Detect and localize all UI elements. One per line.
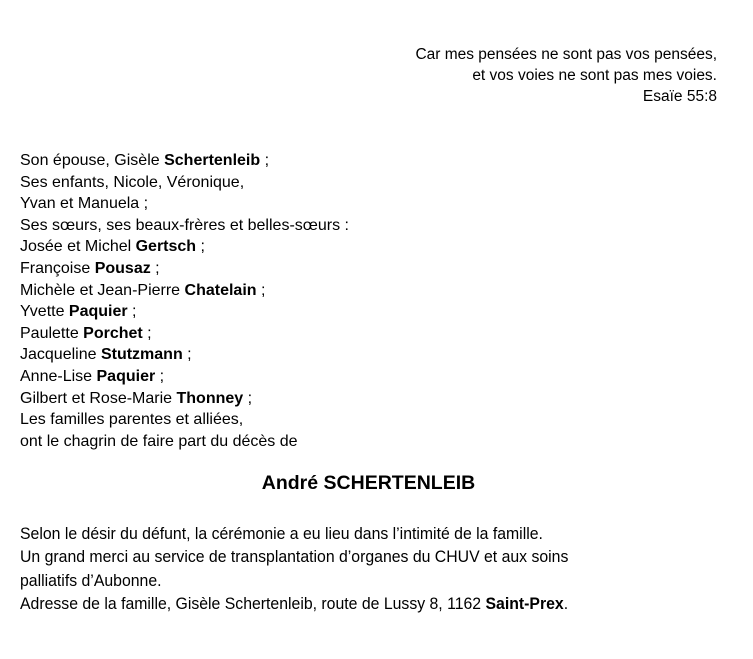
closing-line-punct: . bbox=[563, 593, 569, 613]
quote-line-2: et vos voies ne sont pas mes voies. bbox=[472, 67, 717, 84]
closing-line-text: Adresse de la famille, Gisèle Schertenleib, route de Lussy 8, 1162 bbox=[20, 593, 486, 613]
surname-bold: Schertenleib bbox=[164, 152, 261, 169]
surname-bold: Porchet bbox=[83, 324, 143, 342]
closing-line bbox=[20, 569, 568, 592]
surname-bold: Paquier bbox=[68, 303, 128, 321]
closing-paragraph bbox=[20, 522, 610, 615]
family-line bbox=[20, 366, 349, 388]
closing-bold: Saint-Prex bbox=[485, 593, 564, 613]
family-line-punct: ; bbox=[260, 152, 270, 169]
closing-line-text: Selon le désir du défunt, la cérémonie a eu lieu dans l’intimité de la famille. bbox=[20, 524, 543, 543]
family-line-text: Jacqueline bbox=[20, 346, 101, 364]
surname-bold: Paquier bbox=[96, 367, 156, 385]
family-line bbox=[20, 344, 349, 366]
family-line-punct: ; bbox=[196, 238, 205, 256]
family-line-text: Les familles parentes et alliées, bbox=[20, 411, 244, 429]
family-line-text: Anne-Lise bbox=[20, 367, 97, 385]
family-line-text: Yvette bbox=[20, 303, 69, 321]
family-line bbox=[20, 172, 349, 194]
closing-line bbox=[20, 592, 568, 615]
family-line-text: ont le chagrin de faire part du décès de bbox=[20, 432, 298, 450]
family-line-text: Yvan et Manuela ; bbox=[20, 195, 149, 213]
closing-line bbox=[20, 522, 568, 545]
family-line-punct: ; bbox=[142, 324, 152, 342]
family-line bbox=[20, 193, 349, 215]
quote-line-1: Car mes pensées ne sont pas vos pensées, bbox=[415, 46, 717, 63]
family-line-text: Ses enfants, Nicole, Véronique, bbox=[20, 173, 245, 191]
scripture-quote bbox=[415, 44, 717, 107]
family-line-punct: ; bbox=[182, 346, 192, 364]
family-line-punct: ; bbox=[256, 281, 266, 299]
family-line bbox=[20, 431, 349, 453]
quote-reference: Esaïe 55:8 bbox=[642, 88, 717, 105]
family-line bbox=[20, 215, 349, 237]
deceased-name: André SCHERTENLEIB bbox=[261, 472, 476, 494]
family-line bbox=[20, 301, 349, 323]
family-line bbox=[20, 323, 349, 345]
family-line-punct: ; bbox=[243, 389, 253, 407]
surname-bold: Stutzmann bbox=[100, 346, 183, 364]
family-line-text: Françoise bbox=[20, 259, 95, 277]
family-line bbox=[20, 409, 349, 431]
closing-line-text: Un grand merci au service de transplantation d’organes du CHUV et aux soins bbox=[20, 547, 569, 567]
family-line-text: Michèle et Jean-Pierre bbox=[20, 281, 185, 299]
family-line-punct: ; bbox=[127, 303, 137, 321]
surname-bold: Pousaz bbox=[94, 259, 151, 277]
family-line-punct: ; bbox=[155, 367, 165, 385]
family-line-text: Josée et Michel bbox=[20, 238, 136, 256]
family-line bbox=[20, 236, 349, 258]
family-line-text: Ses sœurs, ses beaux-frères et belles-sœurs : bbox=[20, 216, 349, 234]
family-line-punct: ; bbox=[150, 259, 160, 277]
family-line-text: Gilbert et Rose-Marie bbox=[20, 389, 177, 407]
closing-line-text: palliatifs d’Aubonne. bbox=[20, 570, 162, 590]
closing-line bbox=[20, 545, 568, 568]
family-line-text: Paulette bbox=[20, 324, 84, 342]
family-line bbox=[20, 388, 349, 410]
family-line bbox=[20, 150, 349, 172]
surname-bold: Thonney bbox=[176, 389, 244, 407]
family-line-text: Son épouse, Gisèle bbox=[20, 152, 165, 169]
surname-bold: Gertsch bbox=[135, 238, 197, 256]
surname-bold: Chatelain bbox=[184, 281, 257, 299]
family-list bbox=[20, 150, 349, 452]
family-line bbox=[20, 258, 349, 280]
family-line bbox=[20, 280, 349, 302]
